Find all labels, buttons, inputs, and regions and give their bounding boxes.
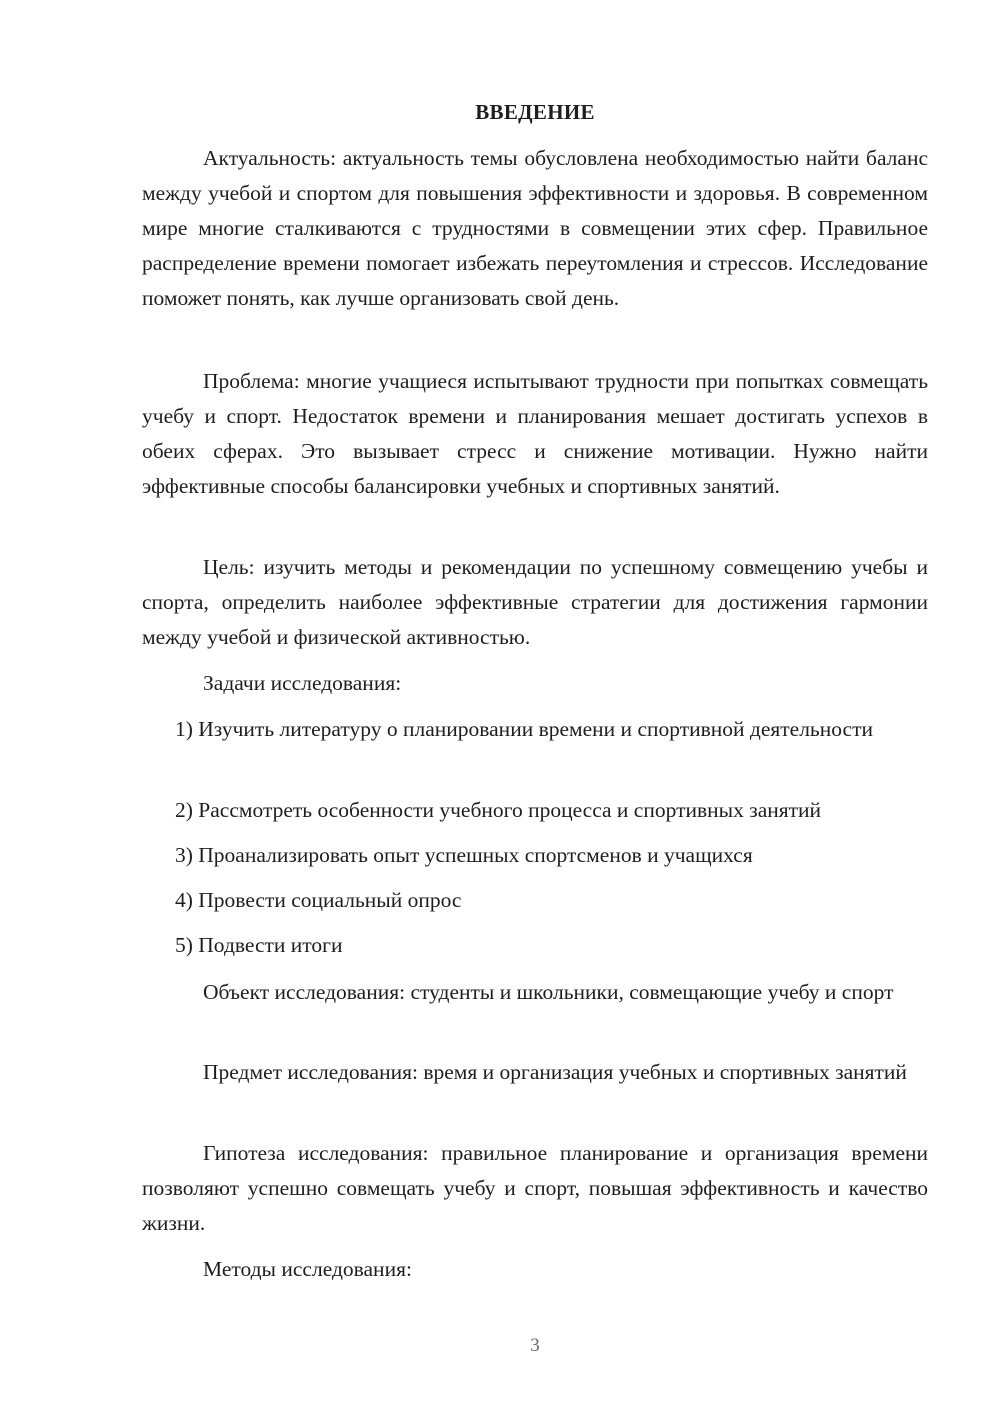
paragraph-tasks-intro: Задачи исследования: bbox=[203, 671, 402, 695]
paragraph-goal: Цель: изучить методы и рекомендации по успешному совмещению учебы и спорта, определить наиболее эффективные стратегии для достижения гармонии между учебой и физической активностью. bbox=[142, 555, 928, 649]
task-item-5: 5) Подвести итоги bbox=[175, 933, 343, 957]
paragraph-problem: Проблема: многие учащиеся испытывают трудности при попытках совмещать учебу и спорт. Недостаток времени и планирования мешает достигать успехов в обеих сферах. Это вызывает стресс и снижение мотивации. Нужно найти эффективные способы балансировки учебных и спортивных занятий. bbox=[142, 369, 928, 498]
paragraph-subject: Предмет исследования: время и организация учебных и спортивных занятий bbox=[203, 1060, 907, 1084]
task-item-4: 4) Провести социальный опрос bbox=[175, 888, 462, 912]
task-item-2: 2) Рассмотреть особенности учебного процесса и спортивных занятий bbox=[175, 798, 822, 822]
page-number: 3 bbox=[530, 1335, 540, 1356]
paragraph-methods: Методы исследования: bbox=[203, 1257, 412, 1281]
task-item-1: 1) Изучить литературу о планировании времени и спортивной деятельности bbox=[175, 717, 873, 741]
task-item-3: 3) Проанализировать опыт успешных спортсменов и учащихся bbox=[175, 843, 753, 867]
paragraph-relevance: Актуальность: актуальность темы обусловлена необходимостью найти баланс между учебой и спортом для повышения эффективности и здоровья. В современном мире многие сталкиваются с трудностями в совмещении этих сфер. Правильное распределение времени помогает избежать переутомления и стрессов. Исследование поможет понять, как лучше организовать свой день. bbox=[142, 146, 928, 310]
paragraph-object: Объект исследования: студенты и школьники, совмещающие учебу и спорт bbox=[203, 980, 894, 1004]
paragraph-hypothesis: Гипотеза исследования: правильное планирование и организация времени позволяют успешно совмещать учебу и спорт, повышая эффективность и качество жизни. bbox=[142, 1141, 928, 1235]
section-heading: ВВЕДЕНИЕ bbox=[475, 100, 595, 124]
